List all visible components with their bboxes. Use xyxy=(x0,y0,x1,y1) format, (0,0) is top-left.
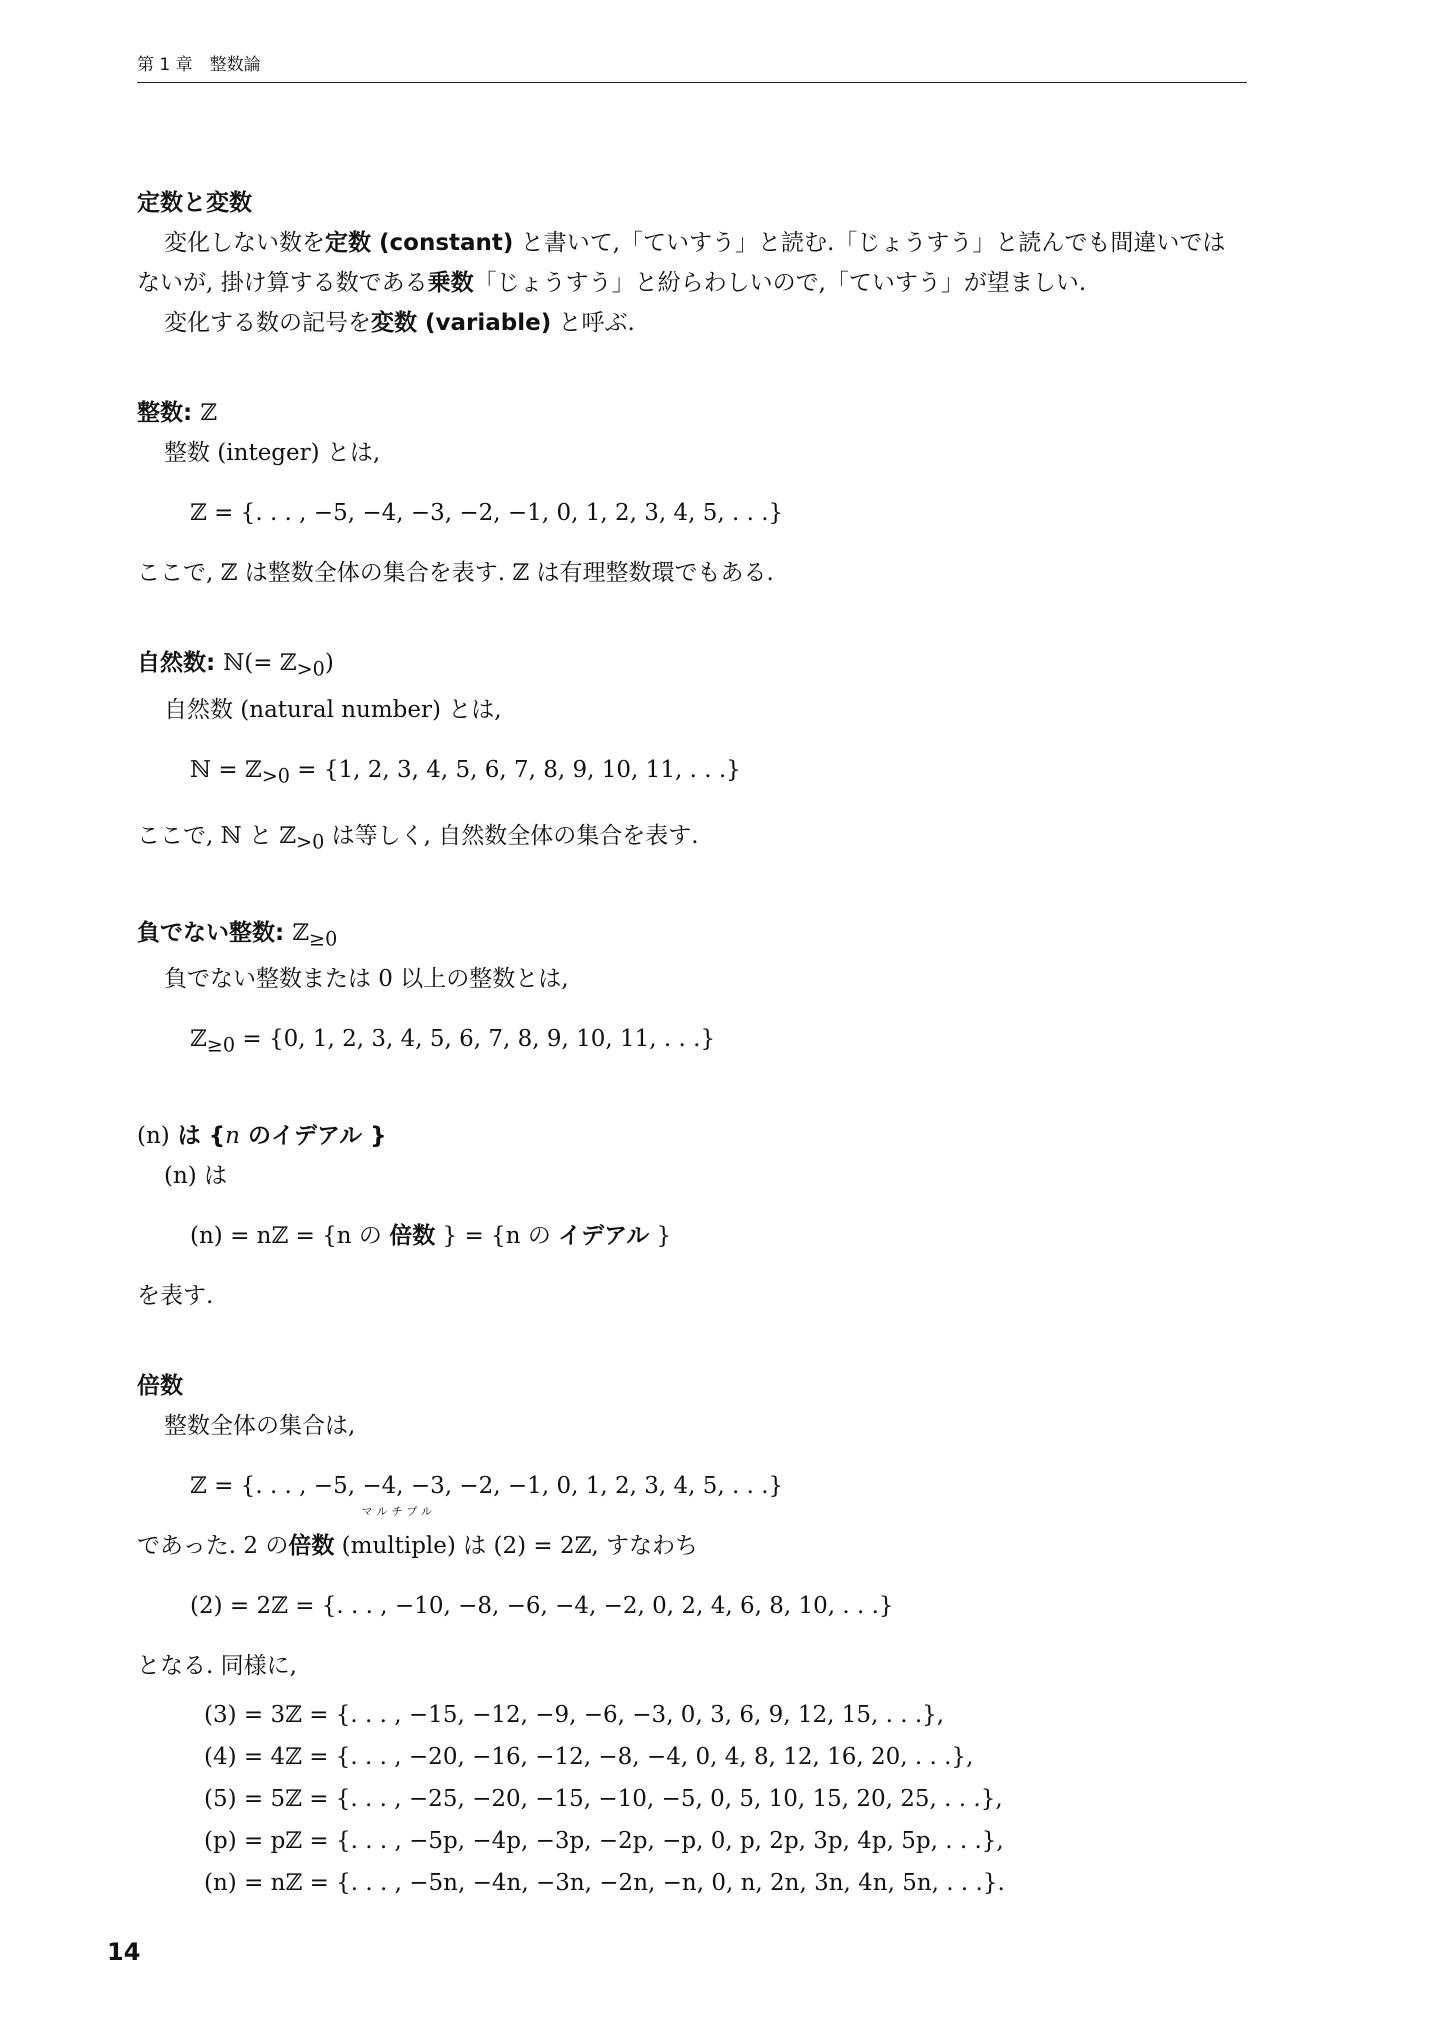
math-subscript: ≥0 xyxy=(309,927,338,951)
paragraph: 整数全体の集合は, xyxy=(164,1412,356,1439)
heading-text: 負でない整数: xyxy=(137,919,285,946)
math-text: ℕ = ℤ xyxy=(190,756,262,783)
section-multiple xyxy=(137,1366,1247,1904)
text: は xyxy=(196,1162,228,1189)
section-heading xyxy=(137,913,1247,960)
ruby-annotated-word xyxy=(341,1504,456,1566)
running-header xyxy=(137,52,1247,83)
chapter-title: 第 1 章 整数論 xyxy=(137,55,261,75)
math-text: ℤ xyxy=(292,919,310,946)
paragraph xyxy=(137,303,1247,343)
math-text: (n) = nℤ = {n の xyxy=(190,1222,390,1249)
paragraph xyxy=(137,1504,1247,1566)
formula-line: (3) = 3ℤ = {. . . , −15, −12, −9, −6, −3, 0, 3, 6, 9, 12, 15, . . .}, xyxy=(204,1701,945,1728)
formula-nonnegative xyxy=(137,1019,1247,1066)
paragraph: を表す. xyxy=(137,1282,214,1309)
section-integer xyxy=(137,393,1247,593)
term-constant: 定数 (constant) xyxy=(325,230,514,256)
ruby-base: (multiple) xyxy=(341,1532,456,1559)
heading-text: のイデアル } xyxy=(239,1122,387,1149)
heading-text: 自然数: xyxy=(137,650,216,676)
paragraph: 自然数 (natural number) とは, xyxy=(164,696,502,723)
paragraph xyxy=(137,1156,1247,1196)
ruby-reading: マルチプル xyxy=(361,1504,437,1518)
math-text: = {1, 2, 3, 4, 5, 6, 7, 8, 9, 10, 11, . . .} xyxy=(289,756,741,783)
heading-math xyxy=(292,919,338,951)
formula-integers: ℤ = {. . . , −5, −4, −3, −2, −1, 0, 1, 2, 3, 4, 5, . . .} xyxy=(190,500,784,526)
heading-math: ℤ xyxy=(200,400,218,426)
formula-line: (p) = pℤ = {. . . , −5p, −4p, −3p, −2p, −p, 0, p, 2p, 3p, 4p, 5p, . . .}, xyxy=(204,1827,1004,1854)
heading-text: 整数: xyxy=(137,400,193,426)
page-number: 14 xyxy=(107,1938,141,1966)
math-text: = {0, 1, 2, 3, 4, 5, 6, 7, 8, 9, 10, 11, . . .} xyxy=(235,1026,716,1053)
section-heading xyxy=(137,393,1247,433)
math-text: } = {n の xyxy=(435,1222,559,1249)
paragraph: ここで, ℤ は整数全体の集合を表す. ℤ は有理整数環でもある. xyxy=(137,560,774,586)
math-text: n xyxy=(225,1122,240,1149)
math-text: (n) xyxy=(137,1122,170,1149)
text: と呼ぶ. xyxy=(551,310,635,336)
section-heading xyxy=(137,643,1247,690)
section-natural xyxy=(137,643,1247,863)
page-body xyxy=(137,183,1247,1904)
text: ここで, ℕ と ℤ xyxy=(137,823,297,850)
formula-list xyxy=(137,1694,1247,1904)
math-text: ℤ xyxy=(190,1026,207,1053)
formula-integers: ℤ = {. . . , −5, −4, −3, −2, −1, 0, 1, 2, 3, 4, 5, . . .} xyxy=(190,1472,784,1499)
paragraph xyxy=(137,816,1247,863)
heading-text: は { xyxy=(169,1122,226,1149)
section-heading: 定数と変数 xyxy=(137,190,252,216)
math-subscript: >0 xyxy=(261,764,290,788)
term-variable: 変数 (variable) xyxy=(371,310,552,336)
section-heading xyxy=(137,1116,1247,1156)
text: 変化する数の記号を xyxy=(164,310,371,336)
formula-ideal xyxy=(137,1216,1247,1256)
formula-line: (n) = nℤ = {. . . , −5n, −4n, −3n, −2n, −n, 0, n, 2n, 3n, 4n, 5n, . . .}. xyxy=(204,1869,1005,1896)
term-multiplier: 乗数 xyxy=(427,270,474,296)
section-ideal xyxy=(137,1116,1247,1316)
math-text: } xyxy=(649,1222,672,1249)
text: と書いて,「ていすう」と読む.「じょうすう」と読んでも間違いではないが, 掛け算する数である xyxy=(137,230,1226,296)
math-subscript: >0 xyxy=(296,830,325,854)
text: は等しく, 自然数全体の集合を表す. xyxy=(324,823,699,850)
section-nonnegative xyxy=(137,913,1247,1066)
text: 「じょうすう」と紛らわしいので,「ていすう」が望ましい. xyxy=(473,270,1087,296)
formula-line: (4) = 4ℤ = {. . . , −20, −16, −12, −8, −4, 0, 4, 8, 12, 16, 20, . . .}, xyxy=(204,1743,974,1770)
text: 変化しない数を xyxy=(164,230,325,256)
term-multiple: 倍数 xyxy=(288,1532,335,1559)
math-text: ℕ(= ℤ xyxy=(223,650,297,676)
term-multiple: 倍数 xyxy=(389,1222,436,1249)
term-ideal: イデアル xyxy=(558,1222,650,1249)
section-heading: 倍数 xyxy=(137,1372,183,1399)
math-text: ) xyxy=(324,650,334,676)
formula-line: (5) = 5ℤ = {. . . , −25, −20, −15, −10, −5, 0, 5, 10, 15, 20, 25, . . .}, xyxy=(204,1785,1003,1812)
paragraph xyxy=(137,223,1247,303)
formula-naturals xyxy=(137,750,1247,797)
text: は (2) = 2ℤ, すなわち xyxy=(455,1532,699,1559)
text: であった. 2 の xyxy=(137,1532,289,1559)
formula-multiples-of-two: (2) = 2ℤ = {. . . , −10, −8, −6, −4, −2, 0, 2, 4, 6, 8, 10, . . .} xyxy=(190,1592,894,1619)
heading-math xyxy=(223,650,334,681)
paragraph: 整数 (integer) とは, xyxy=(164,440,381,466)
section-constant-variable xyxy=(137,183,1247,343)
math-subscript: ≥0 xyxy=(206,1033,236,1057)
paragraph: となる. 同様に, xyxy=(137,1652,297,1679)
paragraph: 負でない整数または 0 以上の整数とは, xyxy=(164,966,569,993)
math-text: (n) xyxy=(164,1162,197,1189)
math-subscript: >0 xyxy=(296,657,325,681)
